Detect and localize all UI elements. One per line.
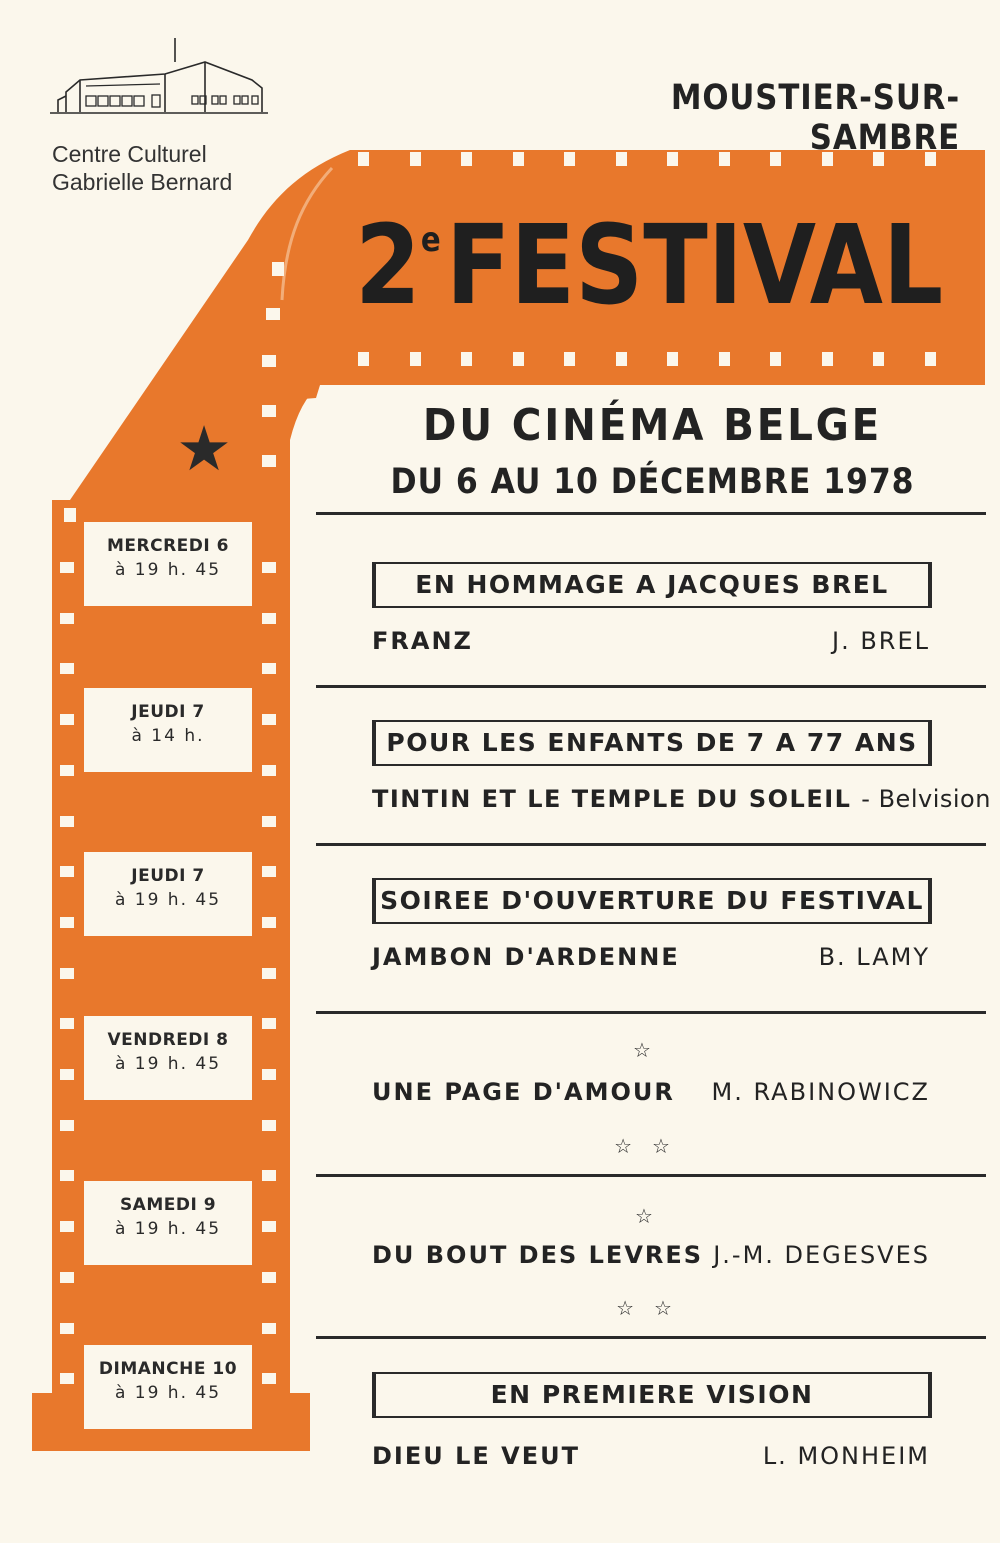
schedule-time: à 19 h. 45 xyxy=(114,1054,222,1074)
sprocket-hole xyxy=(60,765,74,776)
sprocket-hole xyxy=(616,352,627,366)
venue-line-1: Centre Culturel xyxy=(52,141,207,167)
sprocket-hole xyxy=(60,1120,74,1131)
schedule-time: à 19 h. 45 xyxy=(114,890,222,910)
divider xyxy=(316,843,986,846)
double-star-icon: ☆☆ xyxy=(614,1134,690,1158)
sprocket-hole xyxy=(60,917,74,928)
sprocket-hole xyxy=(262,714,276,725)
sprocket-hole xyxy=(262,968,276,979)
schedule-time: à 19 h. 45 xyxy=(114,1383,222,1403)
sprocket-hole xyxy=(60,1221,74,1232)
big-star-icon: ★ xyxy=(176,412,232,485)
programme-heading: POUR LES ENFANTS DE 7 A 77 ANS xyxy=(372,720,932,766)
film-title: DIEU LE VEUT xyxy=(372,1442,580,1470)
sprocket-hole xyxy=(60,1272,74,1283)
sprocket-hole xyxy=(873,352,884,366)
festival-dates: DU 6 AU 10 DÉCEMBRE 1978 xyxy=(390,462,915,502)
schedule-day: JEUDI 7 xyxy=(131,702,205,722)
film-title-line xyxy=(372,785,991,813)
sprocket-hole xyxy=(461,152,472,166)
sprocket-hole xyxy=(410,152,421,166)
sprocket-hole xyxy=(262,1272,276,1283)
schedule-day: SAMEDI 9 xyxy=(119,1195,217,1215)
small-star-icon: ☆ xyxy=(635,1204,673,1228)
sprocket-hole xyxy=(925,352,936,366)
divider xyxy=(316,1011,986,1014)
sprocket-hole xyxy=(358,152,369,166)
sprocket-hole xyxy=(262,1323,276,1334)
sprocket-hole xyxy=(262,613,276,624)
film-title: UNE PAGE D'AMOUR xyxy=(372,1078,675,1106)
schedule-day: VENDREDI 8 xyxy=(107,1030,229,1050)
film-director: L. MONHEIM xyxy=(762,1442,930,1470)
sprocket-hole xyxy=(564,352,575,366)
sprocket-hole xyxy=(60,613,74,624)
divider xyxy=(316,685,986,688)
city-title: MOUSTIER-SUR-SAMBRE xyxy=(670,78,960,158)
divider xyxy=(316,1336,986,1339)
film-director: J.-M. DEGESVES xyxy=(713,1241,930,1269)
sprocket-hole xyxy=(822,352,833,366)
sprocket-hole xyxy=(60,1018,74,1029)
sprocket-hole xyxy=(410,352,421,366)
sprocket-hole xyxy=(667,352,678,366)
film-title: DU BOUT DES LEVRES xyxy=(372,1241,704,1269)
schedule-frame xyxy=(84,1345,252,1429)
sprocket-hole xyxy=(60,816,74,827)
sprocket-hole xyxy=(262,765,276,776)
film-studio: - Belvision xyxy=(861,785,991,813)
sprocket-hole xyxy=(60,866,74,877)
sprocket-hole xyxy=(262,1170,276,1181)
sprocket-hole xyxy=(60,1170,74,1181)
schedule-frame xyxy=(84,1181,252,1265)
divider xyxy=(316,1174,986,1177)
festival-ordinal: 2 xyxy=(355,201,421,329)
film-title: TINTIN ET LE TEMPLE DU SOLEIL xyxy=(372,785,852,813)
programme-heading: SOIREE D'OUVERTURE DU FESTIVAL xyxy=(372,878,932,924)
film-director: B. LAMY xyxy=(818,943,930,971)
sprocket-hole xyxy=(262,1373,276,1384)
building-icon xyxy=(50,38,268,113)
programme-heading: EN PREMIERE VISION xyxy=(372,1372,932,1418)
festival-subtitle: DU CINÉMA BELGE xyxy=(422,400,883,451)
sprocket-hole xyxy=(262,1018,276,1029)
sprocket-hole xyxy=(513,352,524,366)
schedule-frame xyxy=(84,852,252,936)
film-vertical-strip xyxy=(52,500,290,1400)
sprocket-hole xyxy=(60,968,74,979)
festival-ordinal-suffix: e xyxy=(420,220,441,260)
sprocket-hole xyxy=(60,1069,74,1080)
programme-heading: EN HOMMAGE A JACQUES BREL xyxy=(372,562,932,608)
sprocket-hole xyxy=(770,352,781,366)
sprocket-hole xyxy=(60,714,74,725)
sprocket-hole xyxy=(60,562,74,573)
sprocket-hole xyxy=(719,352,730,366)
festival-title xyxy=(355,195,944,335)
venue-name xyxy=(52,140,292,196)
sprocket-hole xyxy=(262,917,276,928)
sprocket-hole xyxy=(60,663,74,674)
film-director: M. RABINOWICZ xyxy=(711,1078,930,1106)
sprocket-hole xyxy=(262,816,276,827)
sprocket-hole xyxy=(461,352,472,366)
double-star-icon: ☆☆ xyxy=(616,1296,692,1320)
sprocket-hole xyxy=(262,1069,276,1080)
schedule-time: à 14 h. xyxy=(131,726,205,746)
sprocket-hole xyxy=(513,152,524,166)
sprocket-hole xyxy=(262,663,276,674)
venue-line-2: Gabrielle Bernard xyxy=(52,169,233,195)
sprocket-hole xyxy=(262,866,276,877)
film-director: J. BREL xyxy=(831,627,930,655)
schedule-time: à 19 h. 45 xyxy=(114,560,222,580)
schedule-day: DIMANCHE 10 xyxy=(98,1359,238,1379)
film-curl xyxy=(60,150,350,560)
film-title: JAMBON D'ARDENNE xyxy=(372,943,680,971)
festival-word: FESTIVAL xyxy=(445,201,944,329)
schedule-frame xyxy=(84,1016,252,1100)
small-star-icon: ☆ xyxy=(633,1038,671,1062)
schedule-day: JEUDI 7 xyxy=(131,866,205,886)
schedule-day: MERCREDI 6 xyxy=(107,536,229,556)
divider xyxy=(316,512,986,515)
sprocket-hole xyxy=(358,352,369,366)
sprocket-hole xyxy=(60,1323,74,1334)
sprocket-hole xyxy=(60,1373,74,1384)
schedule-frame xyxy=(84,522,252,606)
sprocket-hole xyxy=(262,1120,276,1131)
schedule-frame xyxy=(84,688,252,772)
film-title: FRANZ xyxy=(372,627,473,655)
sprocket-hole xyxy=(262,1221,276,1232)
sprocket-hole xyxy=(262,562,276,573)
schedule-time: à 19 h. 45 xyxy=(114,1219,222,1239)
